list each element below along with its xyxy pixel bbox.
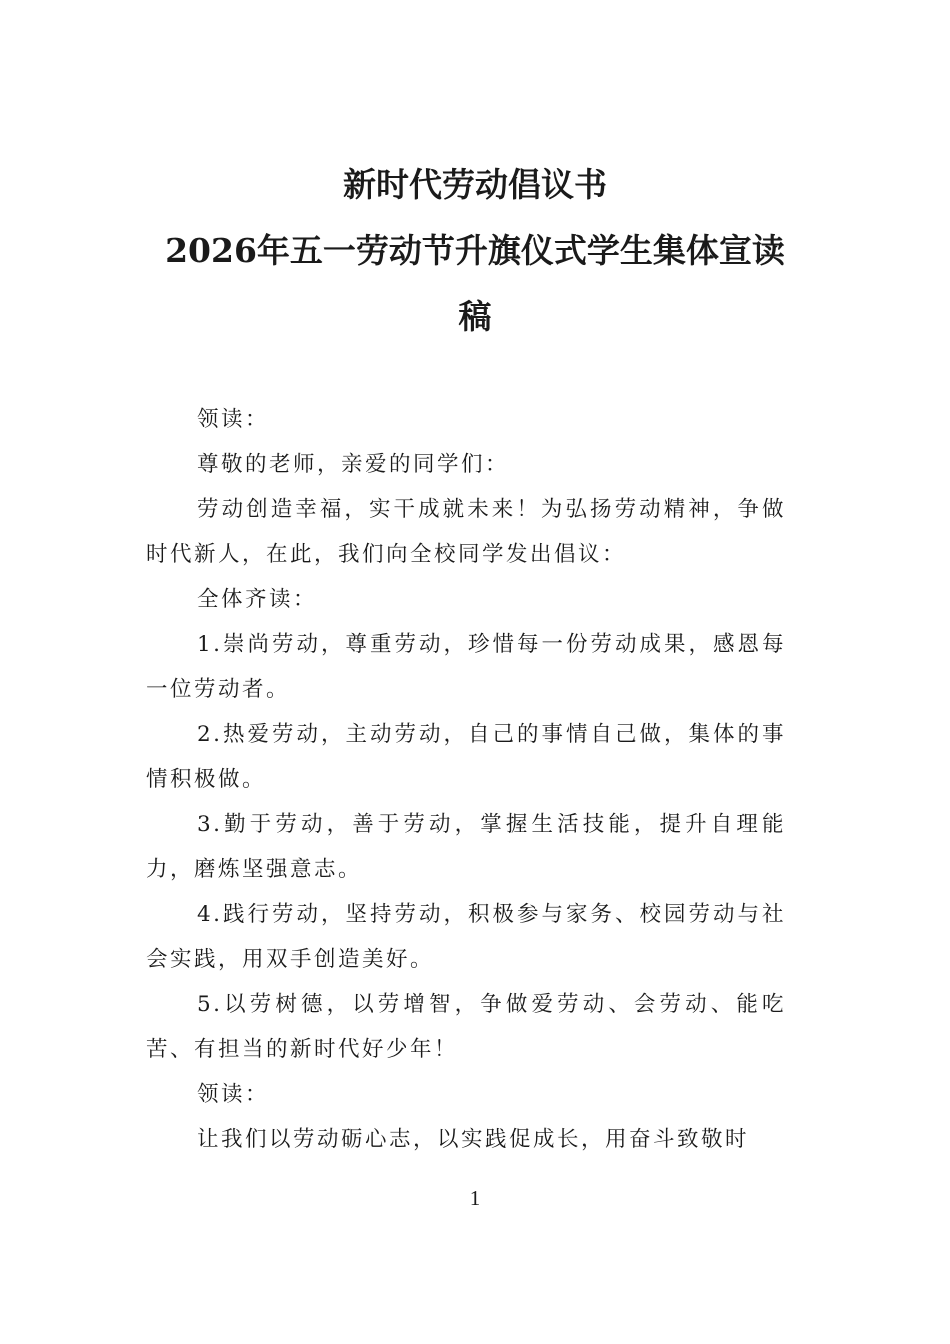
title-line-1: 新时代劳动倡议书 xyxy=(343,165,607,204)
paragraph-salutation: 尊敬的老师，亲爱的同学们： xyxy=(197,452,510,477)
document-body xyxy=(146,397,786,1162)
paragraph-intro: 劳动创造幸福，实干成就未来！为弘扬劳动精神，争做时代新人，在此，我们向全校同学发出倡议： xyxy=(146,497,786,567)
paragraph-item-2: 2.热爱劳动，主动劳动，自己的事情自己做，集体的事情积极做。 xyxy=(146,722,786,792)
title-line-3: 稿 xyxy=(458,297,492,336)
paragraph-item-3: 3.勤于劳动，善于劳动，掌握生活技能，提升自理能力，磨炼坚强意志。 xyxy=(146,812,786,882)
paragraph-item-4: 4.践行劳动，坚持劳动，积极参与家务、校园劳动与社会实践，用双手创造美好。 xyxy=(146,902,786,972)
paragraph-lead-reader-1: 领读： xyxy=(197,407,270,432)
title-line-2: 2026年五一劳动节升旗仪式学生集体宣读 xyxy=(165,231,785,270)
paragraph-lead-reader-2: 领读： xyxy=(197,1082,270,1107)
paragraph-all-read: 全体齐读： xyxy=(197,587,318,612)
paragraph-closing: 让我们以劳动砺心志，以实践促成长，用奋斗致敬时 xyxy=(197,1127,750,1152)
document-title xyxy=(140,152,810,350)
page-number: 1 xyxy=(469,1186,481,1210)
paragraph-item-1: 1.崇尚劳动，尊重劳动，珍惜每一份劳动成果，感恩每一位劳动者。 xyxy=(146,632,786,702)
paragraph-item-5: 5.以劳树德，以劳增智，争做爱劳动、会劳动、能吃苦、有担当的新时代好少年！ xyxy=(146,992,786,1062)
